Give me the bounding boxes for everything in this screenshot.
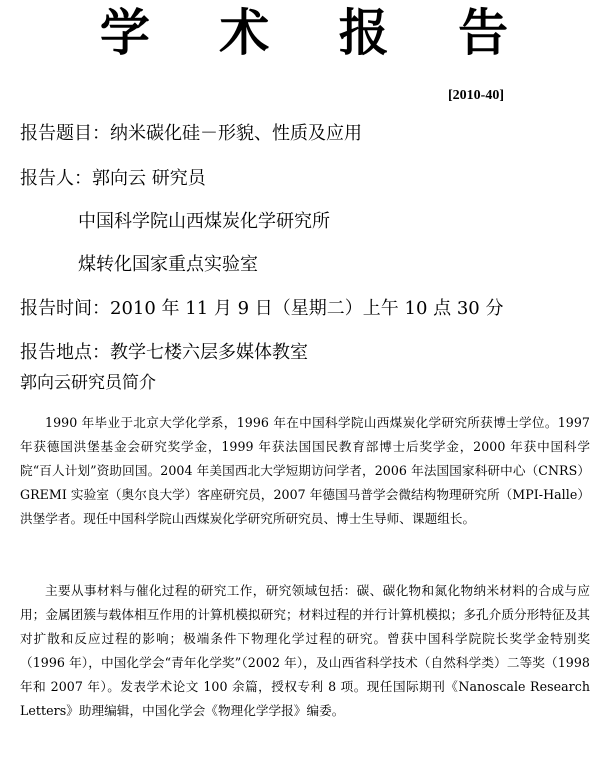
document-number: [2010-40] bbox=[448, 88, 504, 103]
speaker-bio-paragraph-career: 1990 年毕业于北京大学化学系，1996 年在中国科学院山西煤炭化学研究所获博士学位。1997 年获德国洪堡基金会研究奖学金，1999 年获法国国民教育部博士后奖学金，2000 年获中国科学院“百人计划”资助回国。2004 年美国西北大学短期访问学者，2006 年法国国家科研中心（CNRS）GREMI 实验室（奥尔良大学）客座研究员，2007 年德国马普学会微结构物理研究所（MPI-Halle）洪堡学者。现任中国科学院山西煤炭化学研究所研究员、博士生导师、课题组长。 bbox=[20, 415, 590, 526]
report-topic: 报告题目：纳米碳化硅－形貌、性质及应用 bbox=[20, 123, 362, 144]
report-speaker: 报告人：郭向云 研究员 bbox=[20, 168, 206, 189]
report-location: 报告地点：教学七楼六层多媒体教室 bbox=[20, 342, 308, 363]
page-title: 学 术 报 告 bbox=[99, 3, 535, 62]
speaker-affiliation-institute: 中国科学院山西煤炭化学研究所 bbox=[78, 211, 330, 232]
speaker-affiliation-laboratory: 煤转化国家重点实验室 bbox=[78, 254, 258, 275]
speaker-bio-heading: 郭向云研究员简介 bbox=[20, 373, 156, 393]
speaker-bio-paragraph-research: 主要从事材料与催化过程的研究工作，研究领域包括：碳、碳化物和氮化物纳米材料的合成与应用；金属团簇与载体相互作用的计算机模拟研究；材料过程的并行计算机模拟；多孔介质分形特征及其对扩散和反应过程的影响；极端条件下物理化学过程的研究。曾获中国科学院院长奖学金特别奖（1996 年），中国化学会“青年化学奖”（2002 年），及山西省科学技术（自然科学类）二等奖（1998 年和 2007 年）。发表学术论文 100 余篇，授权专利 8 项。现任国际期刊《Nanoscale Research Letters》助理编辑，中国化学会《物理化学学报》编委。 bbox=[20, 583, 590, 718]
report-time: 报告时间：2010 年 11 月 9 日（星期二）上午 10 点 30 分 bbox=[20, 298, 504, 319]
